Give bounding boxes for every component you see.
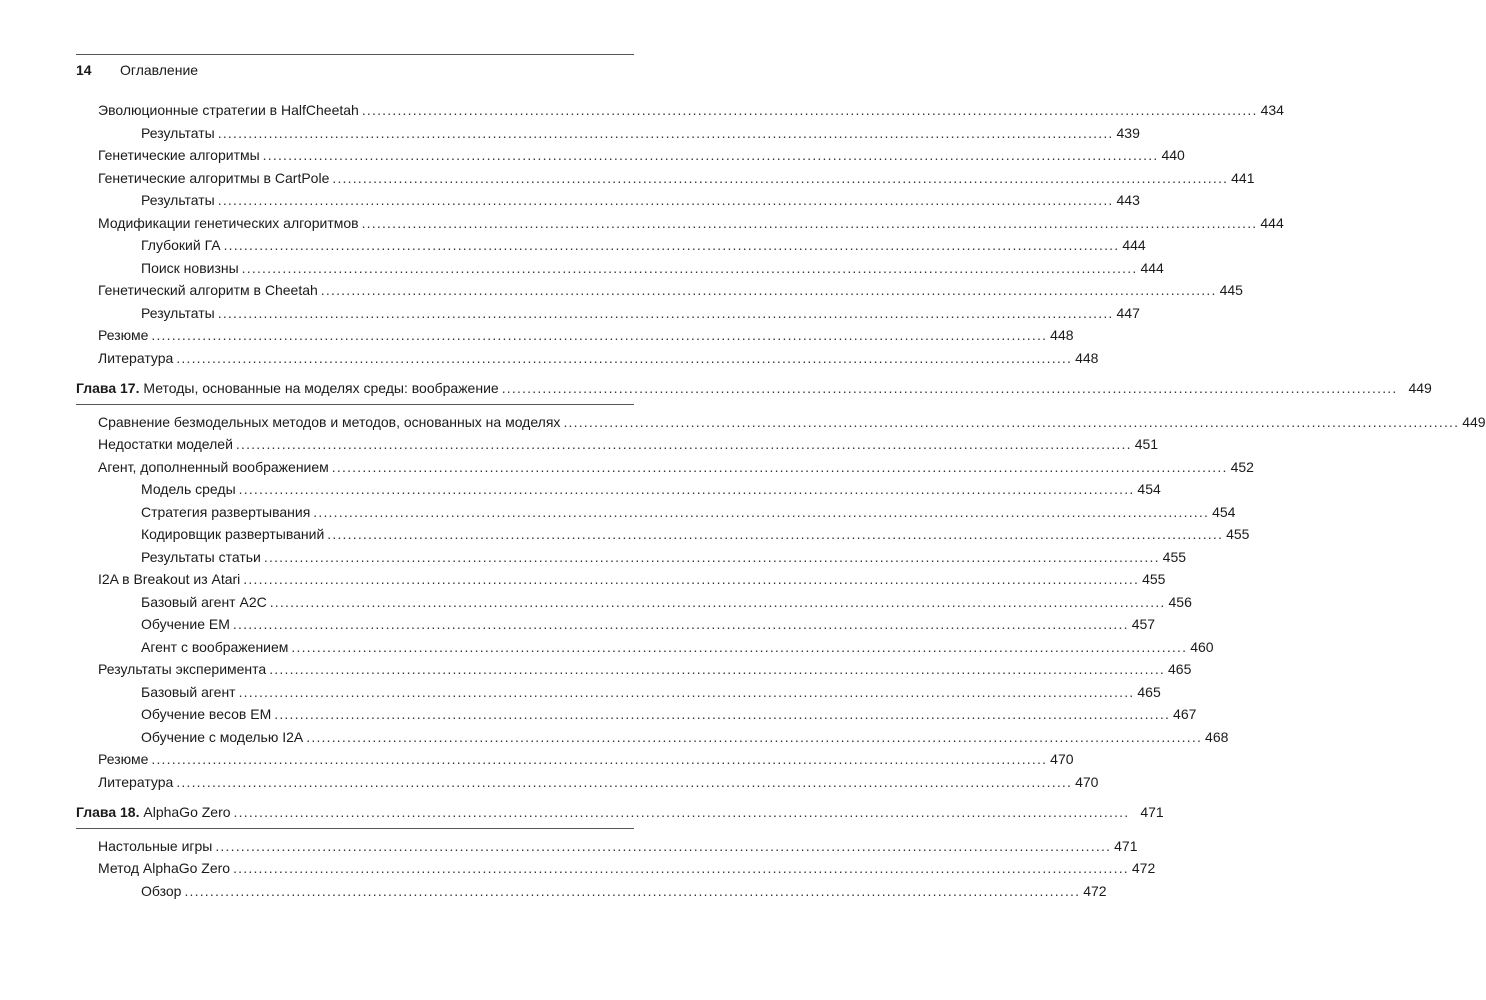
dot-leader — [269, 658, 1165, 681]
toc-page-number: 472 — [1083, 882, 1107, 899]
dot-leader — [218, 302, 1114, 325]
chapter-rule — [76, 404, 634, 405]
dot-leader — [321, 279, 1217, 302]
toc-page-number: 444 — [1260, 214, 1284, 231]
toc-entry[interactable] — [76, 726, 1229, 749]
toc-page-number: 455 — [1142, 571, 1166, 587]
toc-entry-title: Модель среды — [141, 481, 236, 497]
toc-entry-title: Генетические алгоритмы — [98, 147, 260, 163]
toc-entry-title: Агент с воображением — [141, 638, 289, 655]
toc-entry-title: Генетические алгоритмы в CartPole — [98, 169, 330, 186]
dot-leader — [239, 681, 1135, 704]
toc-page-number: 452 — [1230, 458, 1254, 475]
toc-entry-title: Результаты — [141, 124, 215, 141]
chapter-title: Методы, основанные на моделях среды: воображение — [143, 380, 499, 396]
dot-leader — [306, 726, 1202, 749]
dot-leader — [332, 456, 1228, 479]
toc-entry[interactable] — [76, 234, 1146, 257]
dot-leader — [242, 257, 1138, 280]
toc-entry-title: Настольные игры — [98, 837, 213, 854]
toc-page-number: 468 — [1205, 728, 1229, 745]
toc-entry-title: Глубокий ГА — [141, 237, 221, 253]
toc-entry[interactable] — [76, 591, 1192, 614]
dot-leader — [563, 411, 1459, 434]
toc-entry-title: Стратегия развертывания — [141, 503, 311, 520]
toc-entry[interactable] — [76, 546, 1187, 569]
dot-leader — [151, 324, 1047, 347]
toc-entry[interactable] — [76, 302, 1140, 325]
toc-entry-title: Модификации генетических алгоритмов — [98, 214, 359, 231]
toc-entry-title: Результаты — [141, 192, 215, 208]
dot-leader — [327, 523, 1223, 546]
toc-page-number: 455 — [1162, 548, 1187, 565]
toc-page-number: 445 — [1219, 282, 1243, 298]
chapter-title: AlphaGo Zero — [143, 804, 231, 820]
chapter-label: Глава 17. — [76, 380, 140, 396]
dot-leader — [274, 703, 1170, 726]
toc-page-number: 455 — [1226, 526, 1250, 542]
toc-page-number: 434 — [1260, 102, 1284, 118]
toc-entry-title: Сравнение безмодельных методов и методов, основанных на моделях — [98, 413, 561, 430]
toc-entry[interactable] — [76, 748, 1074, 771]
dot-leader — [218, 122, 1114, 145]
toc-page-number: 465 — [1137, 683, 1161, 700]
toc-page-number: 456 — [1168, 593, 1192, 610]
toc-entry-title: Результаты эксперимента — [98, 661, 267, 677]
toc-entry[interactable] — [76, 478, 1161, 501]
toc-page-number: 472 — [1131, 860, 1156, 876]
toc-page-number: 470 — [1050, 751, 1074, 767]
toc-entry-title: Недостатки моделей — [98, 436, 233, 452]
toc-entry[interactable] — [76, 636, 1214, 659]
toc-entry-title — [76, 801, 231, 824]
toc-page-number: 465 — [1168, 661, 1192, 677]
dot-leader — [313, 501, 1209, 524]
dot-leader — [332, 167, 1228, 190]
toc-entry-title: Резюме — [98, 327, 149, 343]
dot-leader — [176, 771, 1072, 794]
toc-entry-title: Базовый агент A2C — [141, 593, 267, 610]
toc-page-number: 451 — [1134, 436, 1159, 452]
toc-entry[interactable] — [76, 523, 1250, 546]
toc-entry-title — [76, 377, 499, 400]
toc-entry[interactable] — [76, 347, 1099, 370]
dot-leader — [233, 613, 1129, 636]
toc-entry[interactable] — [76, 857, 1156, 880]
toc-page-number: 443 — [1116, 192, 1140, 208]
toc-chapter-entry[interactable] — [76, 801, 1164, 824]
toc-entry[interactable] — [76, 99, 1284, 122]
toc-entry-title: I2A в Breakout из Atari — [98, 571, 241, 587]
chapter-rule — [76, 828, 634, 829]
toc-entry[interactable] — [76, 167, 1255, 190]
toc-entry[interactable] — [76, 122, 1140, 145]
toc-entry-title: Обзор — [141, 882, 182, 899]
toc-entry[interactable] — [76, 411, 1486, 434]
toc-page-number: 457 — [1131, 616, 1156, 632]
toc-entry-title: Обучение с моделью I2A — [141, 728, 304, 745]
toc-page-number: 449 — [1462, 413, 1486, 430]
toc-entry[interactable] — [76, 681, 1161, 704]
dot-leader — [224, 234, 1120, 257]
toc-chapter-entry[interactable] — [76, 377, 1432, 400]
toc-entry[interactable] — [76, 658, 1192, 681]
toc-entry-title: Результаты — [141, 304, 215, 321]
page-number: 14 — [76, 62, 92, 78]
toc-entry-title: Генетический алгоритм в Cheetah — [98, 282, 318, 298]
toc-entry[interactable] — [76, 257, 1164, 280]
toc-page-number: 440 — [1161, 147, 1185, 163]
toc-entry[interactable] — [76, 613, 1156, 636]
table-of-contents — [76, 99, 1486, 902]
toc-page-number: 471 — [1114, 837, 1138, 854]
running-head — [76, 60, 634, 80]
toc-page-number: 441 — [1231, 169, 1255, 186]
toc-entry[interactable] — [76, 144, 1185, 167]
toc-page-number: 449 — [1408, 380, 1432, 396]
dot-leader — [243, 568, 1139, 591]
dot-leader — [502, 377, 1398, 400]
toc-entry-title: Результаты статьи — [141, 548, 261, 565]
running-title: Оглавление — [120, 62, 199, 78]
toc-page-number: 448 — [1050, 327, 1074, 343]
toc-entry-title: Обучение EM — [141, 616, 230, 632]
toc-page-number: 460 — [1190, 638, 1214, 655]
toc-page-number: 444 — [1140, 259, 1164, 276]
toc-page-number: 454 — [1212, 503, 1236, 520]
dot-leader — [215, 835, 1111, 858]
toc-entry[interactable] — [76, 568, 1166, 591]
dot-leader — [264, 546, 1160, 569]
toc-entry-title: Литература — [98, 349, 174, 366]
toc-page-number: 439 — [1116, 124, 1140, 141]
toc-entry-title: Метод AlphaGo Zero — [98, 860, 231, 876]
toc-entry[interactable] — [76, 456, 1254, 479]
toc-entry[interactable] — [76, 771, 1099, 794]
toc-page-number: 447 — [1116, 304, 1140, 321]
toc-entry[interactable] — [76, 189, 1140, 212]
toc-entry-title: Поиск новизны — [141, 259, 239, 276]
dot-leader — [236, 433, 1132, 456]
toc-entry-title: Резюме — [98, 751, 149, 767]
dot-leader — [151, 748, 1047, 771]
toc-entry[interactable] — [76, 324, 1074, 347]
toc-entry-title: Обучение весов EM — [141, 706, 272, 722]
toc-entry[interactable] — [76, 433, 1159, 456]
toc-entry[interactable] — [76, 835, 1138, 858]
toc-entry-title: Агент, дополненный воображением — [98, 458, 329, 475]
dot-leader — [233, 857, 1129, 880]
toc-entry[interactable] — [76, 501, 1236, 524]
toc-entry-title: Эволюционные стратегии в HalfCheetah — [98, 102, 359, 118]
dot-leader — [362, 212, 1258, 235]
toc-entry[interactable] — [76, 703, 1197, 726]
dot-leader — [291, 636, 1187, 659]
dot-leader — [234, 801, 1130, 824]
toc-page-number: 470 — [1075, 773, 1099, 790]
toc-entry-title: Кодировщик развертываний — [141, 526, 325, 542]
toc-page-number: 467 — [1173, 706, 1197, 722]
toc-entry[interactable] — [76, 279, 1243, 302]
dot-leader — [239, 478, 1135, 501]
toc-entry-title: Литература — [98, 773, 174, 790]
toc-entry[interactable] — [76, 880, 1107, 903]
header-rule — [76, 54, 634, 55]
dot-leader — [218, 189, 1114, 212]
toc-entry[interactable] — [76, 212, 1284, 235]
dot-leader — [362, 99, 1258, 122]
dot-leader — [270, 591, 1166, 614]
dot-leader — [176, 347, 1072, 370]
dot-leader — [263, 144, 1159, 167]
toc-page-number: 454 — [1137, 481, 1161, 497]
dot-leader — [184, 880, 1080, 903]
toc-page-number: 471 — [1140, 804, 1164, 820]
toc-page-number: 444 — [1122, 237, 1146, 253]
chapter-label: Глава 18. — [76, 804, 140, 820]
toc-entry-title: Базовый агент — [141, 683, 236, 700]
toc-page-number: 448 — [1075, 349, 1099, 366]
